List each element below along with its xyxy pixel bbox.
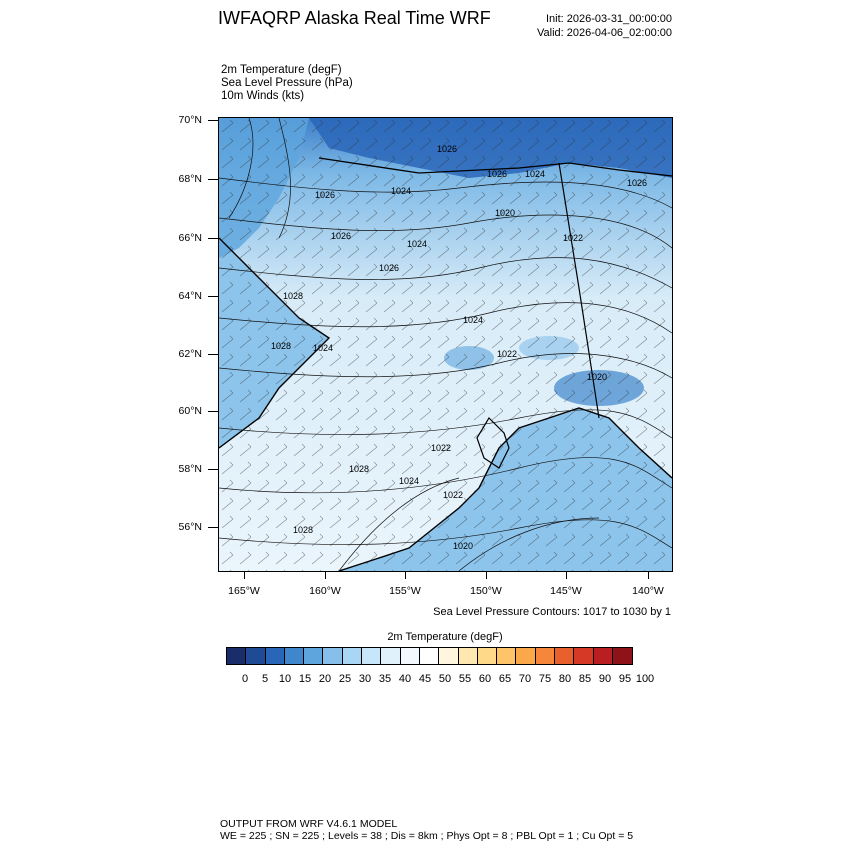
colorbar-label: 80 — [558, 673, 572, 685]
lon-tick — [325, 571, 326, 579]
p-label: 1026 — [487, 169, 508, 179]
p-label: 1024 — [399, 476, 420, 486]
map-svg — [219, 118, 672, 571]
lat-label: 56°N — [178, 521, 202, 533]
colorbar-swatch — [362, 648, 381, 664]
colorbar-swatch — [439, 648, 458, 664]
colorbar-swatch — [574, 648, 593, 664]
p-label: 1028 — [349, 464, 370, 474]
colorbar-swatch — [497, 648, 516, 664]
lat-label: 60°N — [178, 405, 202, 417]
colorbar-label: 90 — [598, 673, 612, 685]
p-label: 1020 — [453, 541, 474, 551]
lat-tick — [208, 411, 218, 412]
colorbar-label: 55 — [458, 673, 472, 685]
lon-tick — [648, 571, 649, 579]
colorbar-swatch — [246, 648, 265, 664]
p-label: 1024 — [313, 343, 334, 353]
field-temperature: 2m Temperature (degF) — [221, 64, 342, 76]
field-winds: 10m Winds (kts) — [221, 90, 305, 102]
p-label: 1024 — [407, 239, 428, 249]
lat-label: 66°N — [178, 232, 202, 244]
lat-label: 70°N — [178, 114, 202, 126]
footer-line-2: WE = 225 ; SN = 225 ; Levels = 38 ; Dis = 8km ; Phys Opt = 8 ; PBL Opt = 1 ; Cu Opt = 5 — [220, 830, 634, 842]
lon-label: 145°W — [550, 585, 582, 597]
colorbar-swatch — [285, 648, 304, 664]
colorbar-labels — [0, 673, 850, 687]
map-panel — [218, 117, 673, 572]
colorbar-swatch — [555, 648, 574, 664]
colorbar-label: 70 — [518, 673, 532, 685]
field-pressure: Sea Level Pressure (hPa) — [221, 77, 353, 89]
colorbar-label: 60 — [478, 673, 492, 685]
lon-tick — [244, 571, 245, 579]
valid-time: Valid: 2026-04-06_02:00:00 — [537, 27, 672, 39]
p-label: 1028 — [283, 291, 304, 301]
lon-tick — [405, 571, 406, 579]
colorbar-swatch — [459, 648, 478, 664]
colorbar-label: 0 — [241, 673, 249, 685]
colorbar-swatch — [613, 648, 632, 664]
colorbar-title: 2m Temperature (degF) — [387, 631, 503, 643]
p-label: 1024 — [525, 169, 546, 179]
p-label: 1026 — [315, 190, 336, 200]
p-label: 1022 — [497, 349, 518, 359]
lon-label: 160°W — [309, 585, 341, 597]
p-label: 1026 — [627, 178, 648, 188]
lon-label: 155°W — [389, 585, 421, 597]
lat-tick — [208, 120, 218, 121]
colorbar-label: 15 — [298, 673, 312, 685]
colorbar-label: 40 — [398, 673, 412, 685]
p-label: 1026 — [379, 263, 400, 273]
p-label: 1024 — [463, 315, 484, 325]
colorbar-label: 75 — [538, 673, 552, 685]
lat-tick — [208, 354, 218, 355]
lon-tick — [486, 571, 487, 579]
lat-label: 68°N — [178, 173, 202, 185]
colorbar — [226, 647, 633, 665]
contours-note: Sea Level Pressure Contours: 1017 to 1030 by 1 — [433, 606, 671, 618]
colorbar-swatch — [536, 648, 555, 664]
colorbar-swatch — [401, 648, 420, 664]
colorbar-label: 85 — [578, 673, 592, 685]
colorbar-swatch — [594, 648, 613, 664]
lon-label: 140°W — [632, 585, 664, 597]
colorbar-label: 25 — [338, 673, 352, 685]
colorbar-label: 30 — [358, 673, 372, 685]
p-label: 1022 — [431, 443, 452, 453]
lon-label: 165°W — [228, 585, 260, 597]
colorbar-label: 10 — [278, 673, 292, 685]
lat-label: 64°N — [178, 290, 202, 302]
plot-title: IWFAQRP Alaska Real Time WRF — [218, 8, 491, 28]
lat-tick — [208, 469, 218, 470]
colorbar-label: 65 — [498, 673, 512, 685]
lat-tick — [208, 238, 218, 239]
colorbar-swatch — [420, 648, 439, 664]
colorbar-swatch — [343, 648, 362, 664]
colorbar-label: 20 — [318, 673, 332, 685]
p-label: 1026 — [331, 231, 352, 241]
colorbar-swatch — [478, 648, 497, 664]
lat-tick — [208, 527, 218, 528]
footer-line-1: OUTPUT FROM WRF V4.6.1 MODEL — [220, 818, 398, 830]
colorbar-swatch — [304, 648, 323, 664]
lat-label: 58°N — [178, 463, 202, 475]
colorbar-label: 5 — [261, 673, 269, 685]
lon-tick — [566, 571, 567, 579]
colorbar-label: 100 — [635, 673, 655, 685]
p-label: 1020 — [587, 372, 608, 382]
model-footer — [220, 818, 633, 842]
colorbar-label: 35 — [378, 673, 392, 685]
colorbar-label: 50 — [438, 673, 452, 685]
colorbar-swatch — [381, 648, 400, 664]
colorbar-swatch — [227, 648, 246, 664]
colorbar-swatch — [266, 648, 285, 664]
p-label: 1026 — [437, 144, 458, 154]
lat-tick — [208, 179, 218, 180]
p-label: 1022 — [563, 233, 584, 243]
lon-label: 150°W — [470, 585, 502, 597]
p-label: 1028 — [293, 525, 314, 535]
colorbar-swatch — [323, 648, 342, 664]
lat-label: 62°N — [178, 348, 202, 360]
colorbar-swatch — [516, 648, 535, 664]
p-label: 1022 — [443, 490, 464, 500]
field-list — [221, 64, 353, 103]
colorbar-label: 45 — [418, 673, 432, 685]
p-label: 1028 — [271, 341, 292, 351]
colorbar-label: 95 — [618, 673, 632, 685]
run-times — [537, 12, 672, 40]
init-time: Init: 2026-03-31_00:00:00 — [546, 13, 672, 25]
p-label: 1020 — [495, 208, 516, 218]
p-label: 1024 — [391, 186, 412, 196]
lat-tick — [208, 296, 218, 297]
